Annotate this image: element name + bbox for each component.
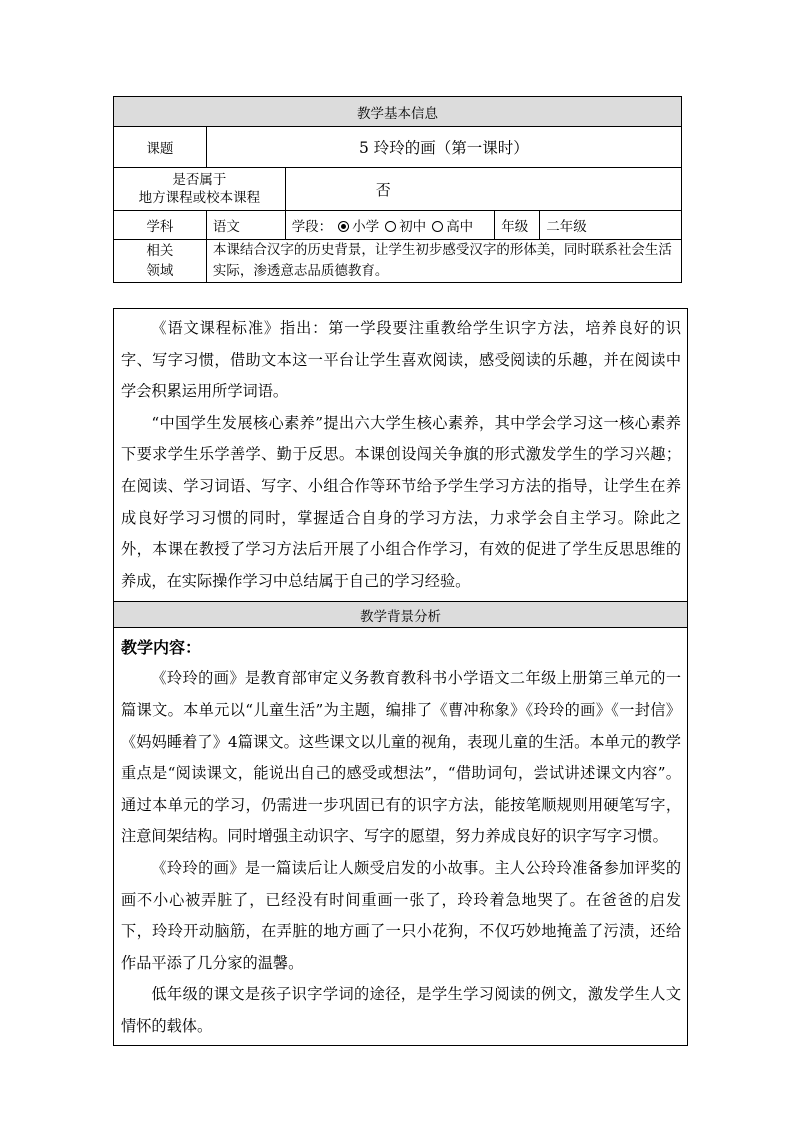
- stage-option-junior: 初中: [399, 219, 427, 235]
- stage-radio-primary[interactable]: [338, 221, 349, 232]
- field-value: 本课结合汉字的历史背景，让学生初步感受汉字的形体美，同时联系社会生活实际，渗透意志品质德教育。: [206, 240, 681, 283]
- stage-radio-senior[interactable]: [432, 221, 443, 232]
- grade-label: 年级: [495, 211, 540, 240]
- local-label-line1: 是否属于: [172, 172, 227, 188]
- stage-radio-junior[interactable]: [385, 221, 396, 232]
- analysis-table: [113, 308, 688, 1046]
- teaching-content-section: [114, 628, 688, 1046]
- basic-info-table: [113, 96, 682, 283]
- subject-value: 语文: [206, 211, 285, 240]
- standards-paragraph-2: “中国学生发展核心素养”提出六大学生核心素养，其中学会学习这一核心素养下要求学生乐学善学、勤于反思。本课创设闯关争旗的形式激发学生的学习兴趣；在阅读、学习词语、写字、小组合作等环节给予学生学习方法的指导，让学生在养成良好学习习惯的同时，掌握适合自身的学习方法，力求学会自主学习。除此之外，本课在教授了学习方法后开展了小组合作学习，有效的促进了学生反思思维的养成，在实际操作学习中总结属于自己的学习经验。: [121, 413, 681, 590]
- local-course-label: [114, 168, 286, 211]
- grade-value: 二年级: [540, 211, 682, 240]
- topic-value: 5 玲玲的画（第一课时）: [206, 127, 681, 168]
- stage-label: 学段：: [291, 219, 333, 235]
- info-header: 教学基本信息: [114, 97, 682, 127]
- stage-cell: [285, 211, 495, 240]
- curriculum-standards-section: [114, 309, 688, 602]
- local-label-line2: 地方课程或校本课程: [138, 190, 261, 206]
- field-label-line2: 领域: [146, 263, 174, 279]
- subject-label: 学科: [114, 211, 207, 240]
- standards-paragraph-1: 《语文课程标准》指出：第一学段要注重教给学生识字方法，培养良好的识字、写字习惯，借助文本这一平台让学生喜欢阅读，感受阅读的乐趣，并在阅读中学会积累运用所学词语。: [121, 319, 681, 401]
- teaching-content-label: 教学内容：: [121, 638, 202, 658]
- background-analysis-header: 教学背景分析: [114, 602, 688, 628]
- field-label: [114, 240, 207, 283]
- local-course-value: 否: [285, 168, 681, 211]
- stage-option-senior: 高中: [446, 219, 474, 235]
- content-paragraph-1: 《玲玲的画》是教育部审定义务教育教科书小学语文二年级上册第三单元的一篇课文。本单元以“儿童生活”为主题，编排了《曹冲称象》《玲玲的画》《一封信》《妈妈睡着了》4篇课文。这些课文以儿童的视角，表现儿童的生活。本单元的教学重点是“阅读课文，能说出自己的感受或想法”，“借助词句，尝试讲述课文内容”。通过本单元的学习，仍需进一步巩固已有的识字方法，能按笔顺规则用硬笔写字，注意间架结构。同时增强主动识字、写字的愿望，努力养成良好的识字写字习惯。: [121, 669, 681, 846]
- field-label-line1: 相关: [146, 243, 174, 259]
- content-paragraph-3: 低年级的课文是孩子识字学词的途径，是学生学习阅读的例文，激发学生人文情怀的载体。: [121, 985, 681, 1035]
- topic-label: 课题: [114, 127, 207, 168]
- stage-option-primary: 小学: [352, 219, 380, 235]
- content-paragraph-2: 《玲玲的画》是一篇读后让人颇受启发的小故事。主人公玲玲准备参加评奖的画不小心被弄脏了，已经没有时间重画一张了，玲玲着急地哭了。在爸爸的启发下，玲玲开动脑筋，在弄脏的地方画了一只小花狗，不仅巧妙地掩盖了污渍，还给作品平添了几分家的温馨。: [121, 858, 681, 972]
